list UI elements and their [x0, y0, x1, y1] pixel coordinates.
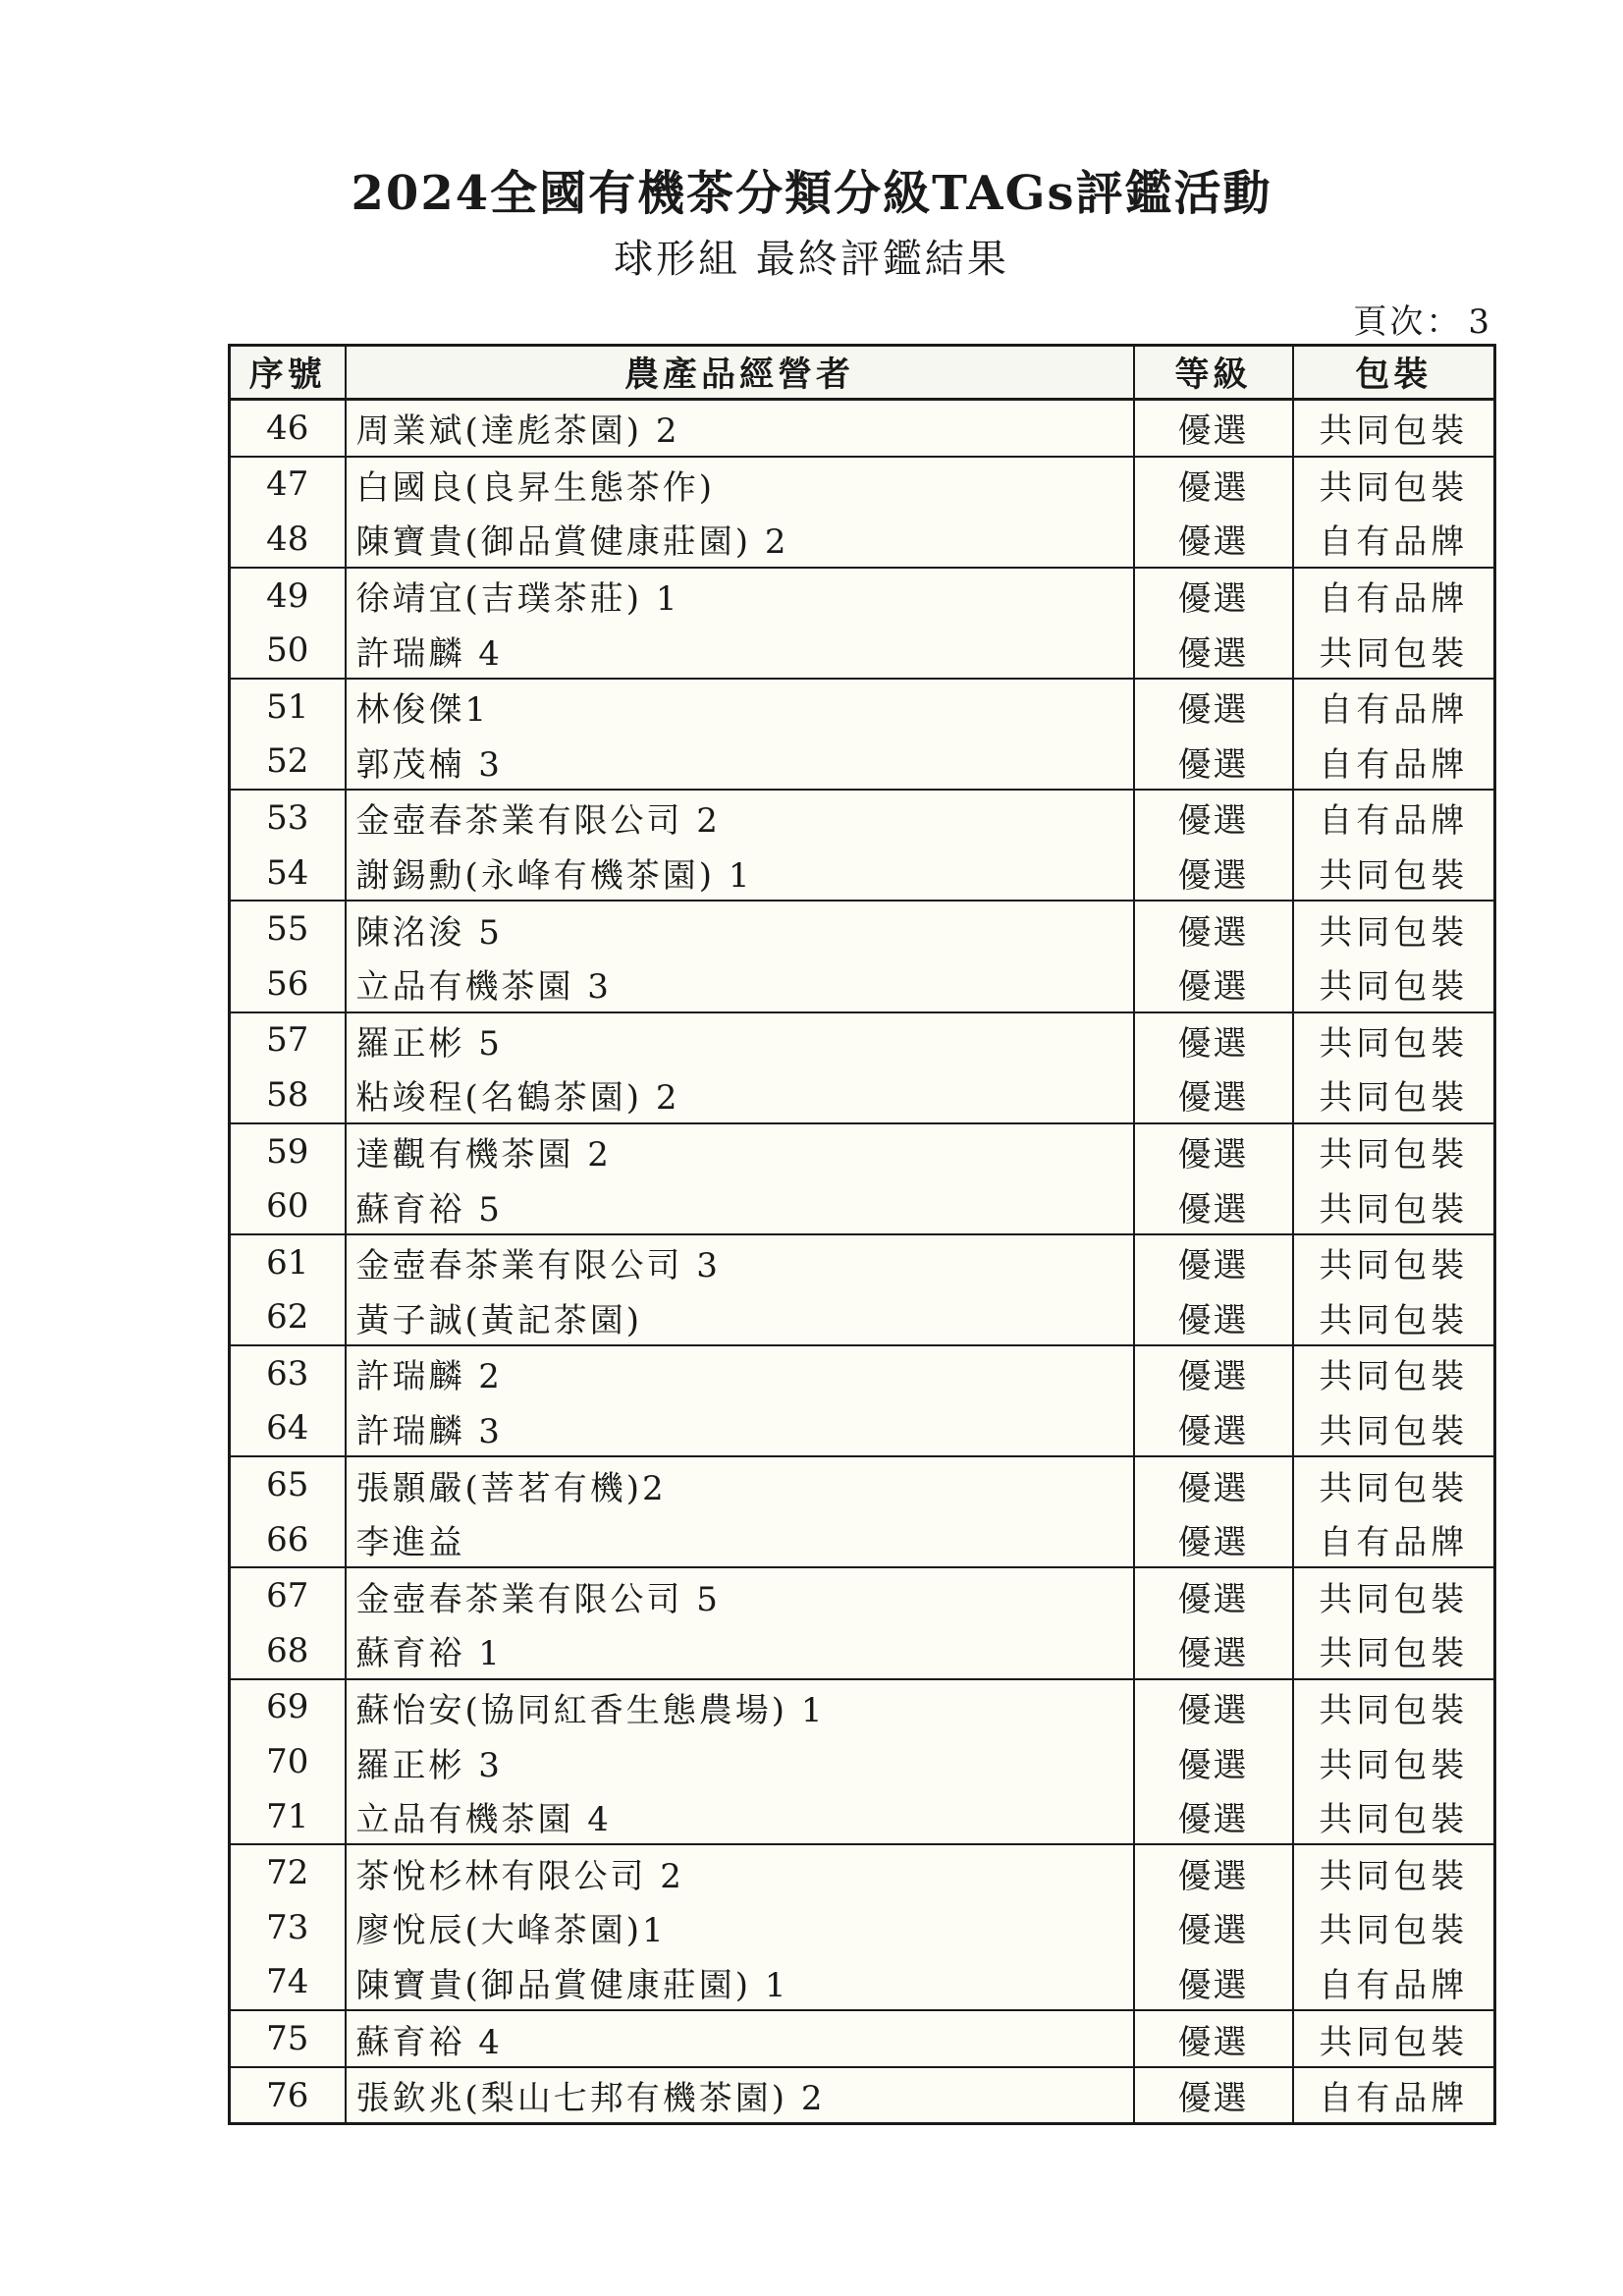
packaging-cell: 共同包裝 — [1293, 1900, 1495, 1955]
packaging-cell: 共同包裝 — [1293, 1567, 1495, 1623]
packaging-cell: 共同包裝 — [1293, 901, 1495, 957]
grade-cell: 優選 — [1134, 457, 1293, 513]
serial-number-cell: 70 — [230, 1734, 346, 1789]
table-row — [230, 1567, 1495, 1623]
operator-cell: 李進益 — [346, 1512, 1134, 1568]
table-row — [230, 735, 1495, 791]
grade-cell: 優選 — [1134, 1734, 1293, 1789]
serial-number-cell: 50 — [230, 623, 346, 679]
page-number-value: 3 — [1468, 302, 1492, 342]
table-row — [230, 1178, 1495, 1234]
table-row — [230, 1067, 1495, 1123]
operator-cell: 張欽兆(梨山七邦有機茶園) 2 — [346, 2067, 1134, 2124]
grade-cell: 優選 — [1134, 735, 1293, 791]
packaging-cell: 共同包裝 — [1293, 1456, 1495, 1512]
table-row — [230, 2067, 1495, 2124]
grade-cell: 優選 — [1134, 1290, 1293, 1346]
serial-number-cell: 73 — [230, 1900, 346, 1955]
table-header-row — [230, 346, 1495, 400]
grade-cell: 優選 — [1134, 901, 1293, 957]
packaging-cell: 共同包裝 — [1293, 957, 1495, 1012]
operator-cell: 徐靖宜(吉璞茶莊) 1 — [346, 568, 1134, 624]
grade-cell: 優選 — [1134, 1789, 1293, 1845]
serial-number-cell: 47 — [230, 457, 346, 513]
serial-number-cell: 68 — [230, 1623, 346, 1679]
packaging-cell: 自有品牌 — [1293, 512, 1495, 568]
packaging-cell: 共同包裝 — [1293, 1123, 1495, 1179]
table-row — [230, 1623, 1495, 1679]
packaging-cell: 共同包裝 — [1293, 457, 1495, 513]
operator-cell: 周業斌(達彪茶園) 2 — [346, 400, 1134, 457]
packaging-cell: 自有品牌 — [1293, 1512, 1495, 1568]
operator-cell: 謝錫勳(永峰有機茶園) 1 — [346, 846, 1134, 902]
serial-number-cell: 46 — [230, 400, 346, 457]
serial-number-cell: 64 — [230, 1401, 346, 1457]
serial-number-cell: 48 — [230, 512, 346, 568]
grade-cell: 優選 — [1134, 679, 1293, 735]
table-body — [230, 400, 1495, 2124]
serial-number-cell: 66 — [230, 1512, 346, 1568]
grade-cell: 優選 — [1134, 1123, 1293, 1179]
packaging-cell: 共同包裝 — [1293, 623, 1495, 679]
table-row — [230, 1345, 1495, 1401]
grade-cell: 優選 — [1134, 623, 1293, 679]
packaging-cell: 共同包裝 — [1293, 1178, 1495, 1234]
grade-cell: 優選 — [1134, 1456, 1293, 1512]
operator-cell: 蘇育裕 1 — [346, 1623, 1134, 1679]
packaging-cell: 自有品牌 — [1293, 1955, 1495, 2011]
operator-cell: 立品有機茶園 3 — [346, 957, 1134, 1012]
table-row — [230, 790, 1495, 846]
serial-number-cell: 72 — [230, 1844, 346, 1900]
table-row — [230, 1679, 1495, 1735]
packaging-cell: 共同包裝 — [1293, 1012, 1495, 1068]
grade-cell: 優選 — [1134, 1679, 1293, 1735]
document-subtitle: 球形組 最終評鑑結果 — [614, 237, 1009, 282]
table-row — [230, 679, 1495, 735]
grade-cell: 優選 — [1134, 1955, 1293, 2011]
header-serial-number: 序號 — [230, 346, 346, 400]
packaging-cell: 共同包裝 — [1293, 400, 1495, 457]
grade-cell: 優選 — [1134, 512, 1293, 568]
packaging-cell: 自有品牌 — [1293, 735, 1495, 791]
operator-cell: 許瑞麟 4 — [346, 623, 1134, 679]
operator-cell: 蘇怡安(協同紅香生態農場) 1 — [346, 1679, 1134, 1735]
grade-cell: 優選 — [1134, 957, 1293, 1012]
packaging-cell: 共同包裝 — [1293, 1401, 1495, 1457]
table-row — [230, 400, 1495, 457]
results-table — [228, 344, 1496, 2125]
packaging-cell: 共同包裝 — [1293, 846, 1495, 902]
operator-cell: 金壺春茶業有限公司 2 — [346, 790, 1134, 846]
grade-cell: 優選 — [1134, 400, 1293, 457]
serial-number-cell: 53 — [230, 790, 346, 846]
table-row — [230, 457, 1495, 513]
grade-cell: 優選 — [1134, 1012, 1293, 1068]
operator-cell: 達觀有機茶園 2 — [346, 1123, 1134, 1179]
packaging-cell: 共同包裝 — [1293, 1345, 1495, 1401]
serial-number-cell: 71 — [230, 1789, 346, 1845]
grade-cell: 優選 — [1134, 1178, 1293, 1234]
serial-number-cell: 59 — [230, 1123, 346, 1179]
operator-cell: 陳寶貴(御品賞健康莊園) 2 — [346, 512, 1134, 568]
serial-number-cell: 74 — [230, 1955, 346, 2011]
table-row — [230, 623, 1495, 679]
operator-cell: 金壺春茶業有限公司 3 — [346, 1234, 1134, 1290]
serial-number-cell: 60 — [230, 1178, 346, 1234]
header-packaging: 包裝 — [1293, 346, 1495, 400]
grade-cell: 優選 — [1134, 568, 1293, 624]
grade-cell: 優選 — [1134, 1567, 1293, 1623]
packaging-cell: 自有品牌 — [1293, 568, 1495, 624]
header-operator: 農產品經營者 — [346, 346, 1134, 400]
packaging-cell: 共同包裝 — [1293, 2010, 1495, 2067]
operator-cell: 張顥嚴(菩茗有機)2 — [346, 1456, 1134, 1512]
grade-cell: 優選 — [1134, 2067, 1293, 2124]
serial-number-cell: 52 — [230, 735, 346, 791]
operator-cell: 蘇育裕 4 — [346, 2010, 1134, 2067]
packaging-cell: 共同包裝 — [1293, 1789, 1495, 1845]
packaging-cell: 共同包裝 — [1293, 1844, 1495, 1900]
table-row — [230, 1401, 1495, 1457]
operator-cell: 茶悅杉林有限公司 2 — [346, 1844, 1134, 1900]
table-row — [230, 901, 1495, 957]
serial-number-cell: 61 — [230, 1234, 346, 1290]
packaging-cell: 共同包裝 — [1293, 1734, 1495, 1789]
serial-number-cell: 63 — [230, 1345, 346, 1401]
table-row — [230, 1456, 1495, 1512]
grade-cell: 優選 — [1134, 1234, 1293, 1290]
grade-cell: 優選 — [1134, 1512, 1293, 1568]
grade-cell: 優選 — [1134, 1900, 1293, 1955]
serial-number-cell: 69 — [230, 1679, 346, 1735]
grade-cell: 優選 — [1134, 1401, 1293, 1457]
table-row — [230, 1900, 1495, 1955]
operator-cell: 羅正彬 5 — [346, 1012, 1134, 1068]
serial-number-cell: 67 — [230, 1567, 346, 1623]
operator-cell: 粘竣程(名鶴茶園) 2 — [346, 1067, 1134, 1123]
table-row — [230, 1512, 1495, 1568]
operator-cell: 郭茂楠 3 — [346, 735, 1134, 791]
serial-number-cell: 75 — [230, 2010, 346, 2067]
packaging-cell: 共同包裝 — [1293, 1067, 1495, 1123]
grade-cell: 優選 — [1134, 1844, 1293, 1900]
serial-number-cell: 57 — [230, 1012, 346, 1068]
operator-cell: 立品有機茶園 4 — [346, 1789, 1134, 1845]
table-row — [230, 1234, 1495, 1290]
packaging-cell: 自有品牌 — [1293, 790, 1495, 846]
grade-cell: 優選 — [1134, 846, 1293, 902]
operator-cell: 黃子誠(黃記茶園) — [346, 1290, 1134, 1346]
operator-cell: 陳寶貴(御品賞健康莊園) 1 — [346, 1955, 1134, 2011]
grade-cell: 優選 — [1134, 1067, 1293, 1123]
operator-cell: 白國良(良昇生態茶作) — [346, 457, 1134, 513]
serial-number-cell: 54 — [230, 846, 346, 902]
operator-cell: 許瑞麟 2 — [346, 1345, 1134, 1401]
operator-cell: 金壺春茶業有限公司 5 — [346, 1567, 1134, 1623]
packaging-cell: 共同包裝 — [1293, 1623, 1495, 1679]
serial-number-cell: 51 — [230, 679, 346, 735]
operator-cell: 許瑞麟 3 — [346, 1401, 1134, 1457]
table-row — [230, 1844, 1495, 1900]
page-number — [1353, 295, 1492, 343]
packaging-cell: 共同包裝 — [1293, 1290, 1495, 1346]
packaging-cell: 自有品牌 — [1293, 679, 1495, 735]
packaging-cell: 共同包裝 — [1293, 1234, 1495, 1290]
serial-number-cell: 62 — [230, 1290, 346, 1346]
table-row — [230, 1012, 1495, 1068]
grade-cell: 優選 — [1134, 1345, 1293, 1401]
grade-cell: 優選 — [1134, 2010, 1293, 2067]
table-row — [230, 1123, 1495, 1179]
operator-cell: 林俊傑1 — [346, 679, 1134, 735]
serial-number-cell: 65 — [230, 1456, 346, 1512]
serial-number-cell: 49 — [230, 568, 346, 624]
packaging-cell: 共同包裝 — [1293, 1679, 1495, 1735]
packaging-cell: 自有品牌 — [1293, 2067, 1495, 2124]
serial-number-cell: 55 — [230, 901, 346, 957]
page-number-label: 頁次： — [1353, 302, 1463, 342]
table-row — [230, 512, 1495, 568]
table-row — [230, 1290, 1495, 1346]
document-title: 2024全國有機茶分類分級TAGs評鑑活動 — [351, 166, 1272, 221]
table-row — [230, 957, 1495, 1012]
operator-cell: 蘇育裕 5 — [346, 1178, 1134, 1234]
operator-cell: 陳洺浚 5 — [346, 901, 1134, 957]
table-row — [230, 568, 1495, 624]
grade-cell: 優選 — [1134, 790, 1293, 846]
table-row — [230, 846, 1495, 902]
header-grade: 等級 — [1134, 346, 1293, 400]
serial-number-cell: 76 — [230, 2067, 346, 2124]
grade-cell: 優選 — [1134, 1623, 1293, 1679]
serial-number-cell: 56 — [230, 957, 346, 1012]
table-row — [230, 1955, 1495, 2011]
table-row — [230, 2010, 1495, 2067]
table-row — [230, 1734, 1495, 1789]
operator-cell: 廖悅辰(大峰茶園)1 — [346, 1900, 1134, 1955]
operator-cell: 羅正彬 3 — [346, 1734, 1134, 1789]
serial-number-cell: 58 — [230, 1067, 346, 1123]
table-row — [230, 1789, 1495, 1845]
